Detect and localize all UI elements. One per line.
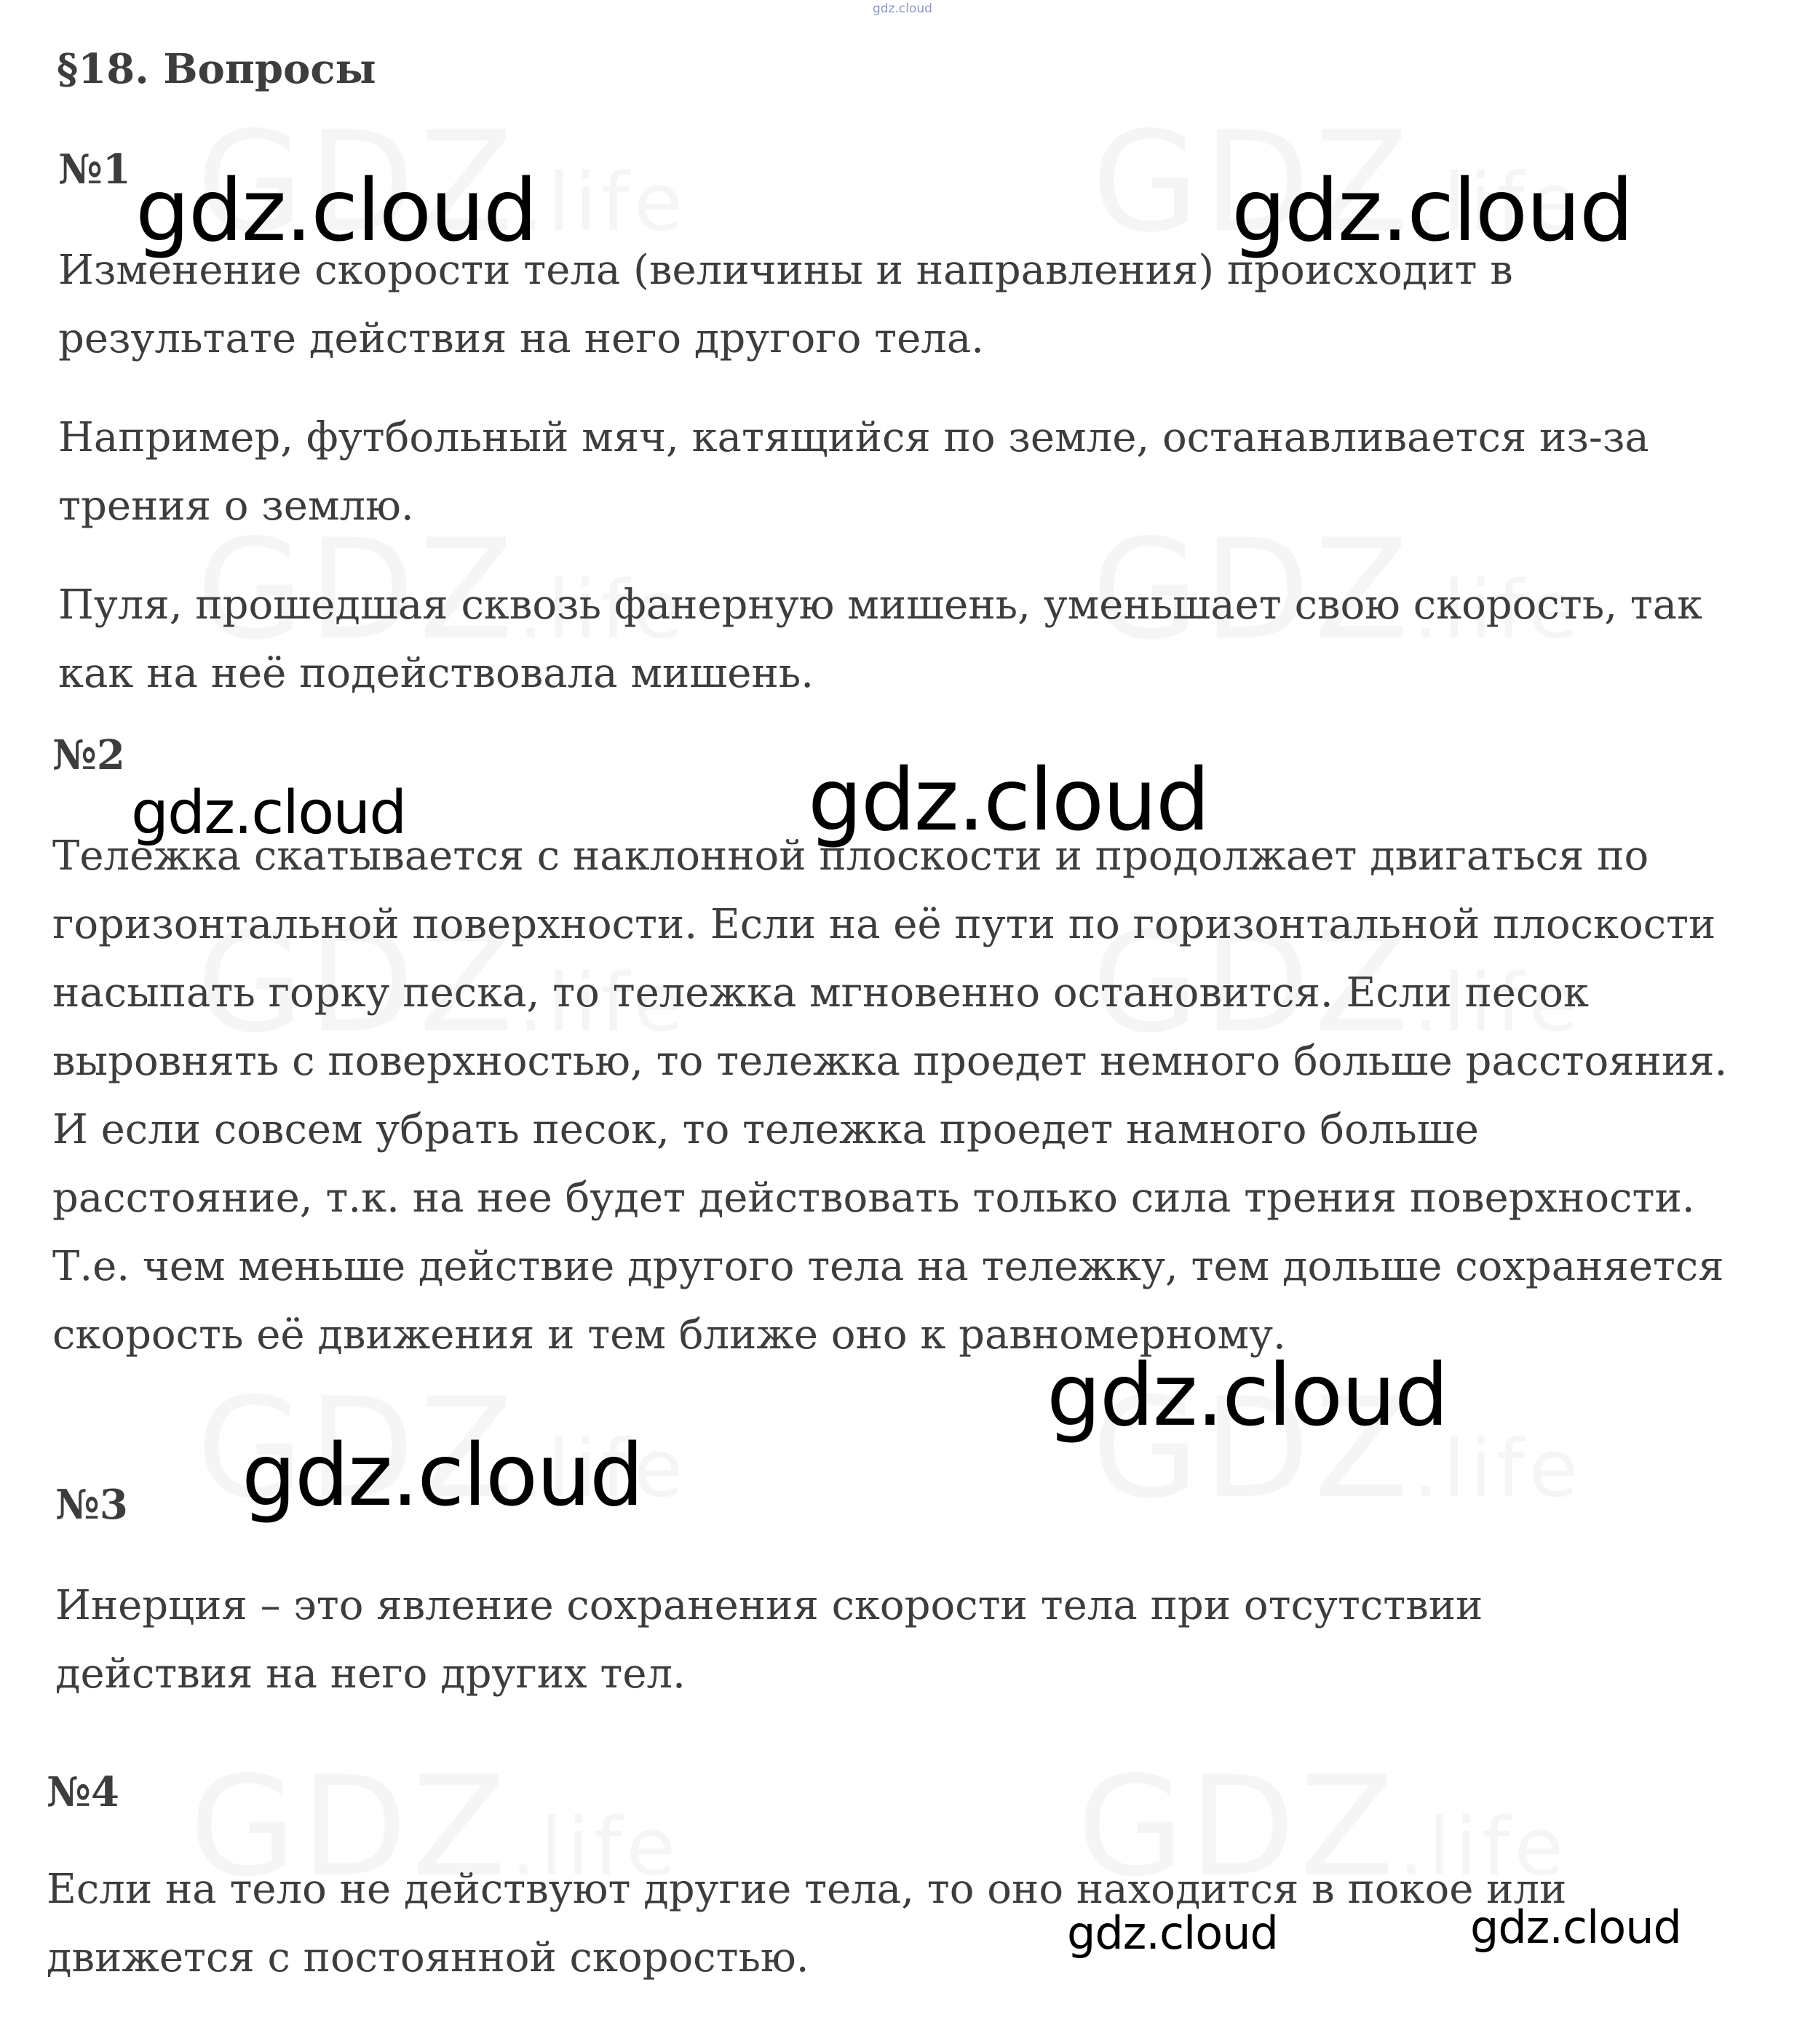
answer-1-paragraph-2: Например, футбольный мяч, катящийся по земле, останавливается из-за трения о землю.	[58, 414, 1649, 530]
gdz-cloud-watermark: gdz.cloud	[135, 160, 536, 261]
gdz-cloud-watermark: gdz.cloud	[131, 779, 406, 848]
answer-1-paragraph-3: Пуля, прошедшая сквозь фанерную мишень, уменьшает свою скорость, так как на неё подействовала мишень.	[58, 581, 1703, 697]
gdz-cloud-watermark: gdz.cloud	[1470, 1901, 1681, 1954]
question-number-4: №4	[47, 1768, 119, 1816]
gdz-cloud-watermark: gdz.cloud	[1047, 1345, 1448, 1445]
question-number-2: №2	[52, 731, 125, 779]
answer-3-paragraph-1: Инерция – это явление сохранения скорости тела при отсутствии действия на него других тел.	[55, 1582, 1483, 1698]
answer-4-paragraph-1: Если на тело не действуют другие тела, то оно находится в покое или движется с постоянной скоростью.	[47, 1866, 1567, 1981]
answer-1-paragraph-1: Изменение скорости тела (величины и направления) происходит в результате действия на него другого тела.	[58, 247, 1513, 362]
question-number-3: №3	[55, 1481, 128, 1529]
gdz-cloud-watermark: gdz.cloud	[808, 749, 1209, 850]
gdz-cloud-watermark: gdz.cloud	[1231, 160, 1633, 261]
gdz-cloud-watermark: gdz.cloud	[1067, 1906, 1278, 1960]
question-number-1: №1	[58, 146, 131, 194]
answer-2-paragraph-1: Тележка скатывается с наклонной плоскости и продолжает двигаться по горизонтальной поверхности. Если на её пути по горизонтальной плоскости насыпать горку песка, то тележка мгновенно остановится. Если песок выровнять с поверхностью, то тележка проедет немного больше расстояния. И если совсем убрать песок, то тележка проедет намного больше расстояние, т.к. на нее будет действовать только сила трения поверхности. Т.е. чем меньше действие другого тела на тележку, тем дольше сохраняется скорость её движения и тем ближе оно к равномерному.	[52, 832, 1728, 1359]
top-watermark: gdz.cloud	[873, 1, 932, 16]
gdz-cloud-watermark: gdz.cloud	[242, 1425, 643, 1525]
page-title: §18. Вопросы	[57, 45, 376, 93]
